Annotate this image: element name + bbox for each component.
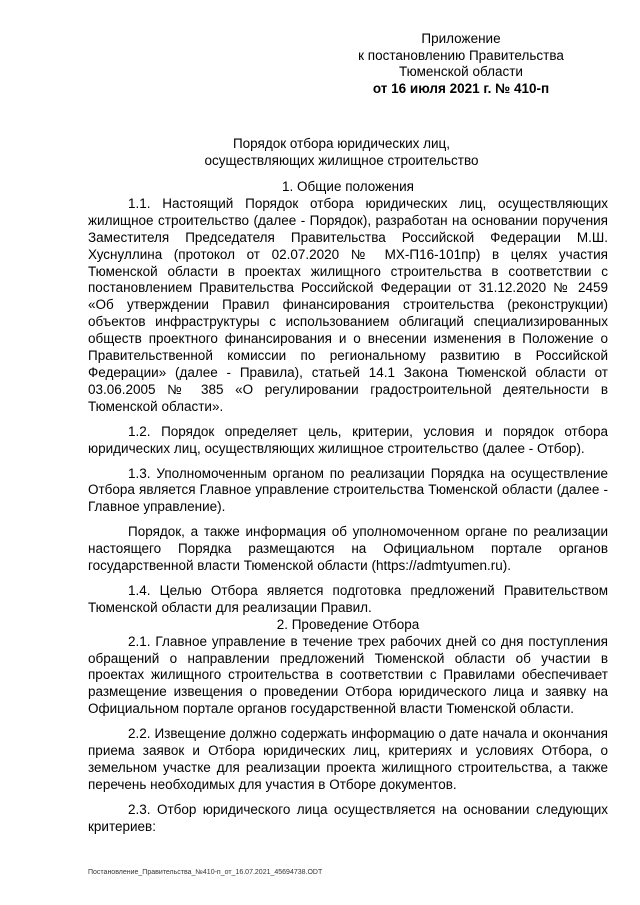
document-body <box>88 179 608 836</box>
section-1-heading: 1. Общие положения <box>282 179 414 194</box>
paragraph-2-3: 2.3. Отбор юридического лица осуществляется на основании следующих критериев: <box>88 801 608 834</box>
paragraph-2-2: 2.2. Извещение должно содержать информацию о дате начала и окончания приема заявок и Отбора юридических лиц, критериях и условиях Отбора, о земельном участке для реализации проекта жилищного строительства, а также перечень необходимых для участия в Отборе документов. <box>88 726 608 792</box>
title-line-1: Порядок отбора юридических лиц, <box>232 136 451 151</box>
appendix-label: Приложение <box>421 31 501 46</box>
title-line-2: осуществляющих жилищное строительство <box>204 152 479 168</box>
document-title <box>88 136 595 169</box>
file-name-footer: Постановление_Правительства_№410-п_от_16.07.2021_45694738.ODT <box>88 869 323 876</box>
section-2-heading: 2. Проведение Отбора <box>276 616 420 632</box>
paragraph-1-2: 1.2. Порядок определяет цель, критерии, условия и порядок отбора юридических лиц, осуществляющих жилищное строительство (далее - Отбор). <box>88 423 608 456</box>
paragraph-1-3: 1.3. Уполномоченным органом по реализации Порядка на осуществление Отбора является Главное управление строительства Тюменской области (далее - Главное управление). <box>88 465 608 515</box>
paragraph-1-1: 1.1. Настоящий Порядок отбора юридических лиц, осуществляющих жилищное строительство (далее - Порядок), разработан на основании поручения Заместителя Председателя Правительства Российской Федерации М.Ш. Хуснуллина (протокол от 02.07.2020 № МХ-П16-101пр) в целях участия Тюменской области в проектах жилищного строительства в соответствии с постановлением Правительства Российской Федерации от 31.12.2020 № 2459 «Об утверждении Правил финансирования строительства (реконструкции) объектов инфраструктуры с использованием облигаций специализированных обществ проектного финансирования и о внесении изменения в Положение о Правительственной комиссии по региональному развитию в Российской Федерации» (далее - Правила), статьей 14.1 Закона Тюменской области от 03.06.2005 № 385 «О регулировании градостроительной деятельности в Тюменской области». <box>88 195 608 414</box>
paragraph-2-1: 2.1. Главное управление в течение трех рабочих дней со дня поступления обращений о направлении предложений Тюменской области об участии в проектах жилищного строительства в соответствии с Правилами обеспечивает размещение извещения о проведении Отбора юридического лица и заявку на Официальном портале органов государственной власти Тюменской области. <box>88 633 608 717</box>
appendix-decree-date: от 16 июля 2021 г. № 410-п <box>372 80 550 96</box>
appendix-decree-ref: к постановлению Правительства <box>358 47 564 63</box>
paragraph-1-4: 1.4. Целью Отбора является подготовка предложений Правительством Тюменской области для реализации Правил. <box>88 582 608 615</box>
paragraph-1-3-info: Порядок, а также информация об уполномоченном органе по реализации настоящего Порядка размещаются на Официальном портале органов государственной власти Тюменской области (https://admtyumen.ru). <box>88 524 608 574</box>
appendix-header <box>330 31 592 97</box>
appendix-region: Тюменской области <box>399 64 523 79</box>
